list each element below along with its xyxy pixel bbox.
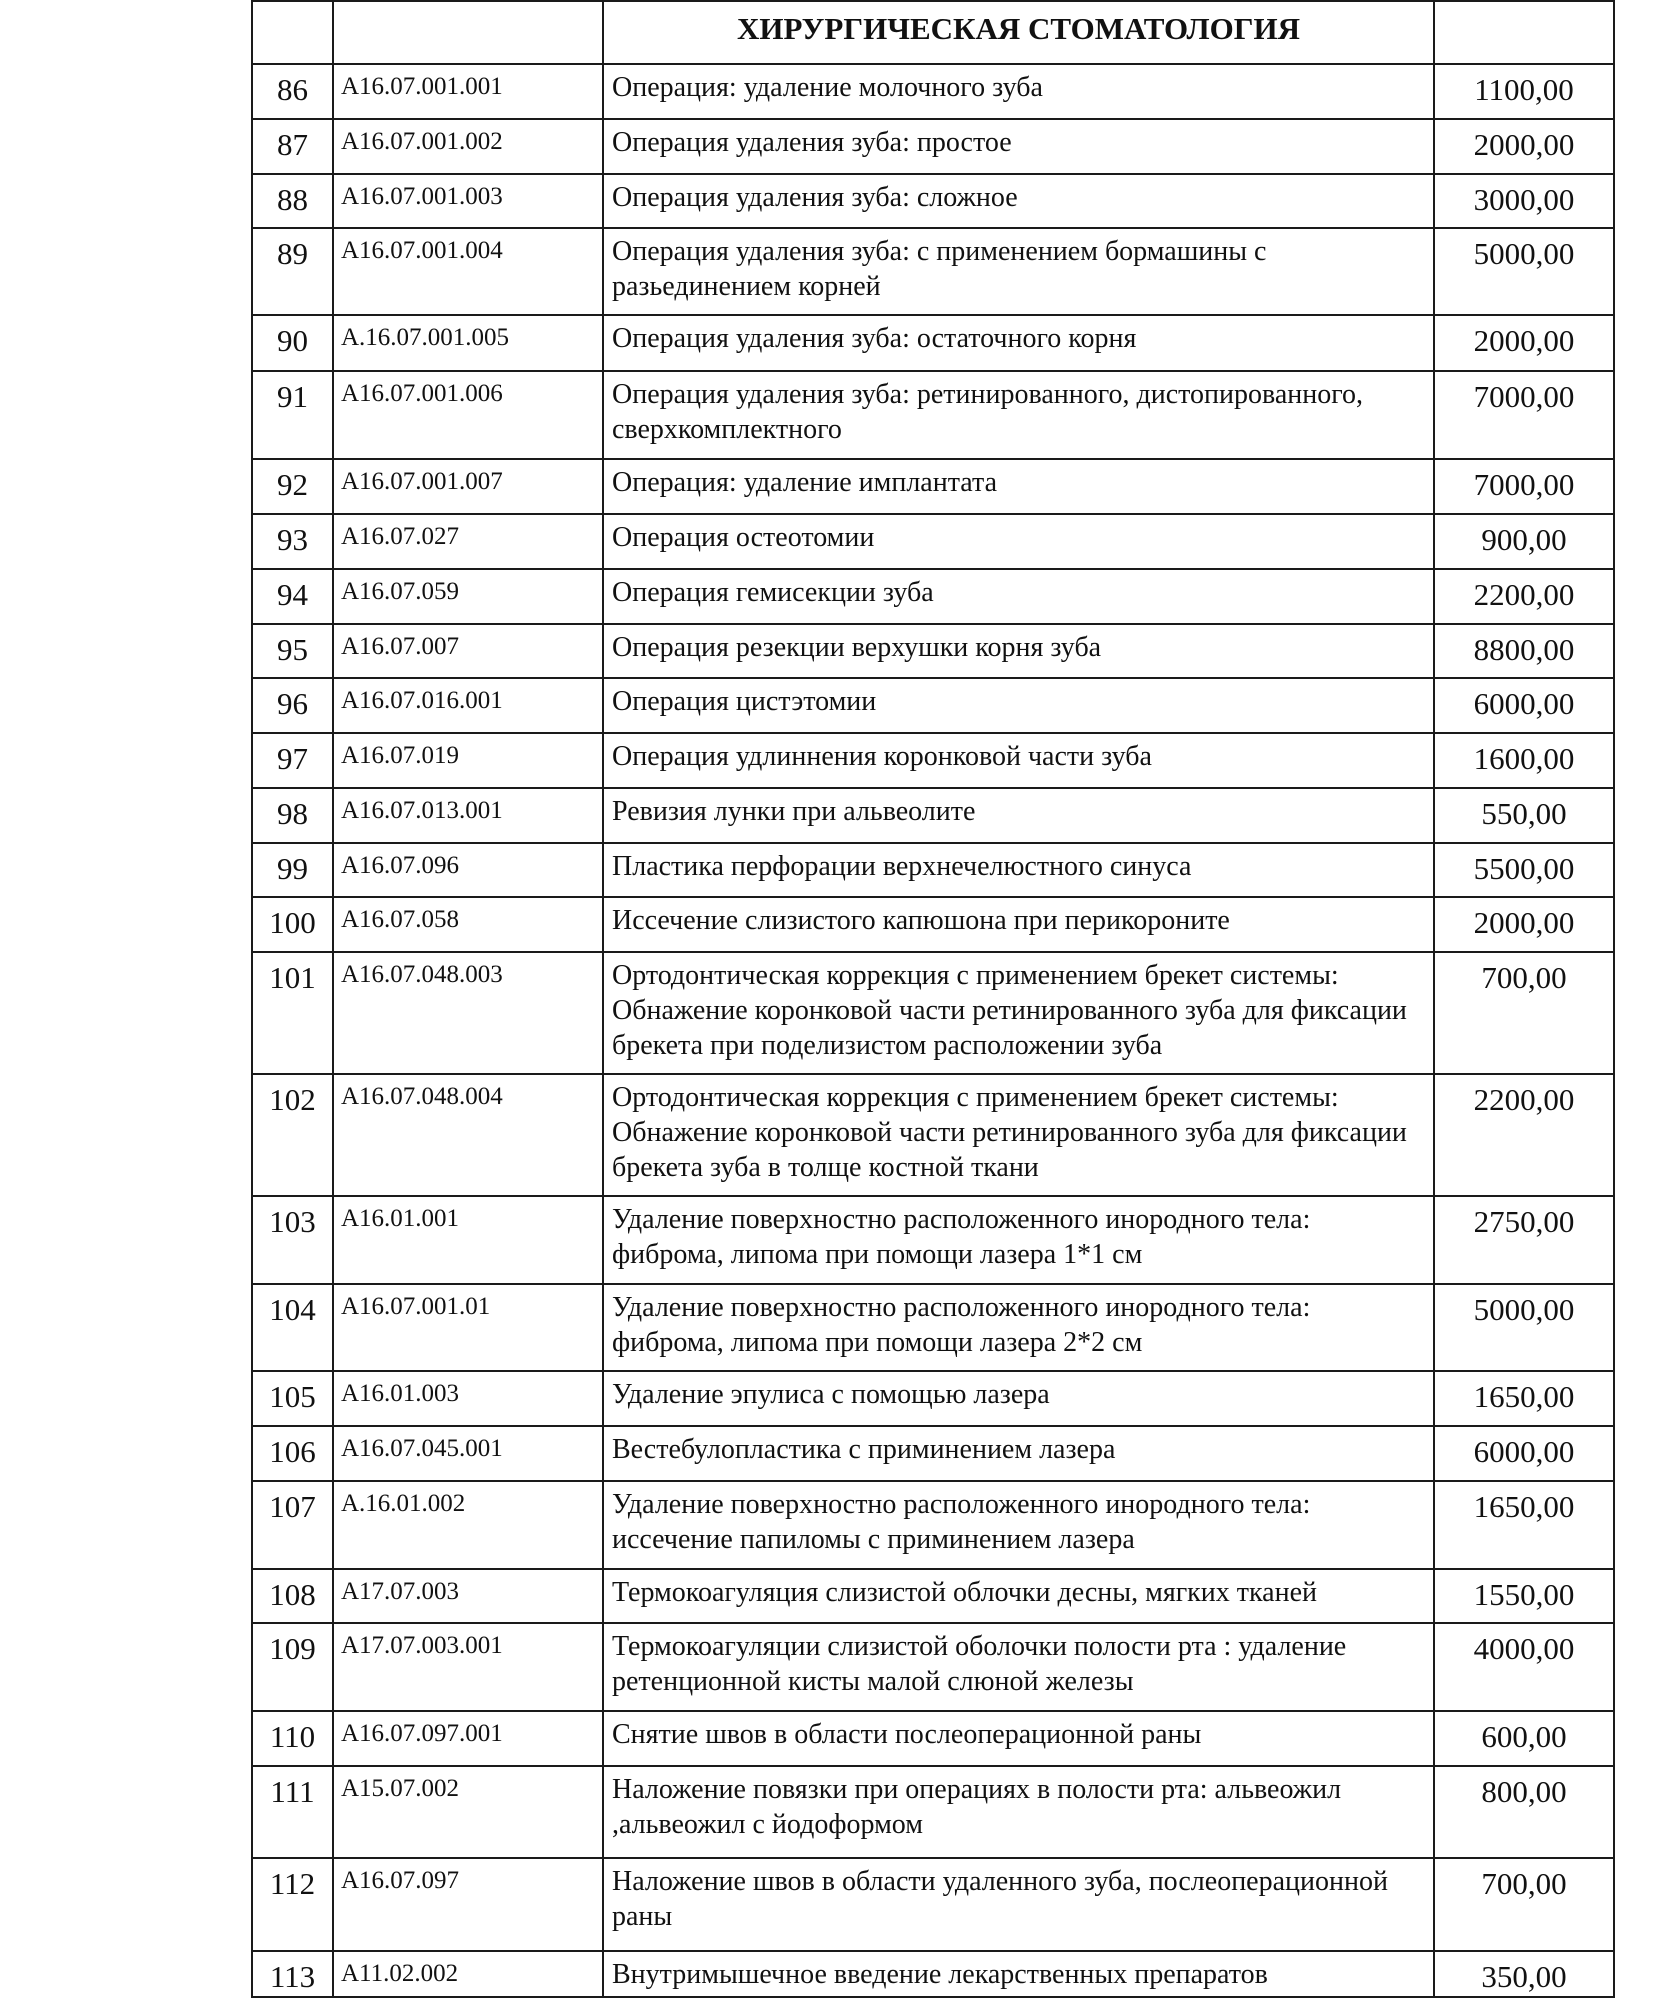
service-code: A17.07.003 xyxy=(333,1569,603,1623)
table-row xyxy=(252,788,1614,843)
service-price: 5500,00 xyxy=(1434,843,1614,897)
row-number: 113 xyxy=(252,1951,333,1997)
service-name: Операция: удаление имплантата xyxy=(603,459,1434,514)
row-number: 99 xyxy=(252,843,333,897)
service-price: 600,00 xyxy=(1434,1711,1614,1766)
table-row xyxy=(252,514,1614,569)
service-code: A17.07.003.001 xyxy=(333,1623,603,1711)
service-price: 6000,00 xyxy=(1434,1426,1614,1481)
table-row xyxy=(252,952,1614,1074)
table-row xyxy=(252,1569,1614,1623)
service-name: Операция удаления зуба: простое xyxy=(603,119,1434,174)
table-row xyxy=(252,174,1614,228)
service-name: Ортодонтическая коррекция с применением брекет системы: Обнажение коронковой части ретинированного зуба для фиксации брекета при поделизистом расположении зуба xyxy=(603,952,1434,1074)
service-price: 5000,00 xyxy=(1434,1284,1614,1371)
row-number: 110 xyxy=(252,1711,333,1766)
service-name: Операция гемисекции зуба xyxy=(603,569,1434,624)
service-code: A16.07.097 xyxy=(333,1858,603,1951)
row-number: 107 xyxy=(252,1481,333,1569)
service-name: Операция цистэтомии xyxy=(603,678,1434,733)
service-code: A16.07.016.001 xyxy=(333,678,603,733)
service-code: A16.07.048.003 xyxy=(333,952,603,1074)
service-price: 1550,00 xyxy=(1434,1569,1614,1623)
service-code: A15.07.002 xyxy=(333,1766,603,1858)
row-number: 88 xyxy=(252,174,333,228)
service-price: 2750,00 xyxy=(1434,1196,1614,1284)
header-price-cell xyxy=(1434,1,1614,64)
service-price: 6000,00 xyxy=(1434,678,1614,733)
service-price: 4000,00 xyxy=(1434,1623,1614,1711)
service-price: 550,00 xyxy=(1434,788,1614,843)
service-name: Термокоагуляция слизистой облочки десны, мягких тканей xyxy=(603,1569,1434,1623)
table-row xyxy=(252,1858,1614,1951)
table-row xyxy=(252,315,1614,371)
table-row xyxy=(252,1481,1614,1569)
service-name: Внутримышечное введение лекарственных препаратов xyxy=(603,1951,1434,1997)
table-row xyxy=(252,1074,1614,1196)
row-number: 98 xyxy=(252,788,333,843)
table-row xyxy=(252,569,1614,624)
service-name: Операция резекции верхушки корня зуба xyxy=(603,624,1434,678)
table-row xyxy=(252,1951,1614,1997)
service-price: 8800,00 xyxy=(1434,624,1614,678)
service-price: 1100,00 xyxy=(1434,64,1614,119)
service-name: Пластика перфорации верхнечелюстного синуса xyxy=(603,843,1434,897)
service-price: 700,00 xyxy=(1434,952,1614,1074)
row-number: 87 xyxy=(252,119,333,174)
table-row xyxy=(252,1711,1614,1766)
table-row xyxy=(252,1623,1614,1711)
service-name: Операция удаления зуба: сложное xyxy=(603,174,1434,228)
service-name: Снятие швов в области послеоперационной раны xyxy=(603,1711,1434,1766)
service-name: Наложение повязки при операциях в полости рта: альвеожил ,альвеожил с йодоформом xyxy=(603,1766,1434,1858)
service-name: Наложение швов в области удаленного зуба, послеоперационной раны xyxy=(603,1858,1434,1951)
service-price: 350,00 xyxy=(1434,1951,1614,1997)
service-code: A16.07.058 xyxy=(333,897,603,952)
header-code-cell xyxy=(333,1,603,64)
table-row xyxy=(252,1196,1614,1284)
price-list-table xyxy=(251,0,1615,1998)
row-number: 97 xyxy=(252,733,333,788)
service-code: A16.07.001.01 xyxy=(333,1284,603,1371)
table-row xyxy=(252,459,1614,514)
service-code: A16.07.096 xyxy=(333,843,603,897)
row-number: 109 xyxy=(252,1623,333,1711)
table-row xyxy=(252,843,1614,897)
row-number: 112 xyxy=(252,1858,333,1951)
service-code: A.16.01.002 xyxy=(333,1481,603,1569)
service-price: 7000,00 xyxy=(1434,459,1614,514)
table-row xyxy=(252,897,1614,952)
row-number: 96 xyxy=(252,678,333,733)
service-name: Ортодонтическая коррекция с применением брекет системы: Обнажение коронковой части ретинированного зуба для фиксации брекета зуба в толще костной ткани xyxy=(603,1074,1434,1196)
table-row xyxy=(252,119,1614,174)
service-price: 2000,00 xyxy=(1434,897,1614,952)
service-code: A16.07.001.001 xyxy=(333,64,603,119)
service-name: Операция удаления зуба: ретинированного, дистопированного, сверхкомплектного xyxy=(603,371,1434,459)
table-row xyxy=(252,1426,1614,1481)
row-number: 94 xyxy=(252,569,333,624)
service-code: A16.07.001.002 xyxy=(333,119,603,174)
service-name: Термокоагуляции слизистой оболочки полости рта : удаление ретенционной кисты малой слюной железы xyxy=(603,1623,1434,1711)
service-code: A16.07.007 xyxy=(333,624,603,678)
row-number: 108 xyxy=(252,1569,333,1623)
service-name: Операция удаления зуба: остаточного корня xyxy=(603,315,1434,371)
row-number: 93 xyxy=(252,514,333,569)
price-list-body xyxy=(252,1,1614,1997)
service-name: Операция остеотомии xyxy=(603,514,1434,569)
service-name: Удаление поверхностно расположенного инородного тела: иссечение папиломы с приминением лазера xyxy=(603,1481,1434,1569)
table-row xyxy=(252,228,1614,315)
row-number: 111 xyxy=(252,1766,333,1858)
service-price: 1650,00 xyxy=(1434,1481,1614,1569)
table-row xyxy=(252,64,1614,119)
service-name: Удаление поверхностно расположенного инородного тела: фиброма, липома при помощи лазера 1*1 см xyxy=(603,1196,1434,1284)
service-name: Удаление эпулиса с помощью лазера xyxy=(603,1371,1434,1426)
row-number: 89 xyxy=(252,228,333,315)
table-row xyxy=(252,371,1614,459)
row-number: 105 xyxy=(252,1371,333,1426)
row-number: 101 xyxy=(252,952,333,1074)
row-number: 91 xyxy=(252,371,333,459)
service-code: A16.07.059 xyxy=(333,569,603,624)
row-number: 92 xyxy=(252,459,333,514)
service-price: 5000,00 xyxy=(1434,228,1614,315)
service-code: A11.02.002 xyxy=(333,1951,603,1997)
service-price: 900,00 xyxy=(1434,514,1614,569)
service-name: Ревизия лунки при альвеолите xyxy=(603,788,1434,843)
table-row xyxy=(252,733,1614,788)
service-price: 3000,00 xyxy=(1434,174,1614,228)
service-name: Вестебулопластика с приминением лазера xyxy=(603,1426,1434,1481)
service-name: Операция удлиннения коронковой части зуба xyxy=(603,733,1434,788)
service-price: 7000,00 xyxy=(1434,371,1614,459)
table-row xyxy=(252,678,1614,733)
row-number: 103 xyxy=(252,1196,333,1284)
service-code: A16.07.001.006 xyxy=(333,371,603,459)
section-header-row xyxy=(252,1,1614,64)
service-name: Операция: удаление молочного зуба xyxy=(603,64,1434,119)
service-price: 800,00 xyxy=(1434,1766,1614,1858)
row-number: 95 xyxy=(252,624,333,678)
service-name: Операция удаления зуба: с применением бормашины с разьединением корней xyxy=(603,228,1434,315)
row-number: 106 xyxy=(252,1426,333,1481)
row-number: 86 xyxy=(252,64,333,119)
row-number: 104 xyxy=(252,1284,333,1371)
service-price: 2000,00 xyxy=(1434,315,1614,371)
table-row xyxy=(252,1371,1614,1426)
service-price: 2200,00 xyxy=(1434,569,1614,624)
service-code: A16.01.001 xyxy=(333,1196,603,1284)
service-code: A16.07.001.004 xyxy=(333,228,603,315)
service-code: A16.01.003 xyxy=(333,1371,603,1426)
row-number: 90 xyxy=(252,315,333,371)
service-code: A16.07.048.004 xyxy=(333,1074,603,1196)
row-number: 102 xyxy=(252,1074,333,1196)
service-price: 1650,00 xyxy=(1434,1371,1614,1426)
service-price: 1600,00 xyxy=(1434,733,1614,788)
service-code: A.16.07.001.005 xyxy=(333,315,603,371)
service-price: 2200,00 xyxy=(1434,1074,1614,1196)
service-code: A16.07.013.001 xyxy=(333,788,603,843)
service-code: A16.07.019 xyxy=(333,733,603,788)
service-code: A16.07.097.001 xyxy=(333,1711,603,1766)
service-name: Иссечение слизистого капюшона при перикороните xyxy=(603,897,1434,952)
section-title: ХИРУРГИЧЕСКАЯ СТОМАТОЛОГИЯ xyxy=(603,1,1434,64)
service-code: A16.07.001.007 xyxy=(333,459,603,514)
service-code: A16.07.027 xyxy=(333,514,603,569)
table-row xyxy=(252,624,1614,678)
header-num-cell xyxy=(252,1,333,64)
service-code: A16.07.045.001 xyxy=(333,1426,603,1481)
service-name: Удаление поверхностно расположенного инородного тела: фиброма, липома при помощи лазера 2*2 см xyxy=(603,1284,1434,1371)
table-row xyxy=(252,1284,1614,1371)
service-price: 2000,00 xyxy=(1434,119,1614,174)
service-price: 700,00 xyxy=(1434,1858,1614,1951)
row-number: 100 xyxy=(252,897,333,952)
service-code: A16.07.001.003 xyxy=(333,174,603,228)
table-row xyxy=(252,1766,1614,1858)
